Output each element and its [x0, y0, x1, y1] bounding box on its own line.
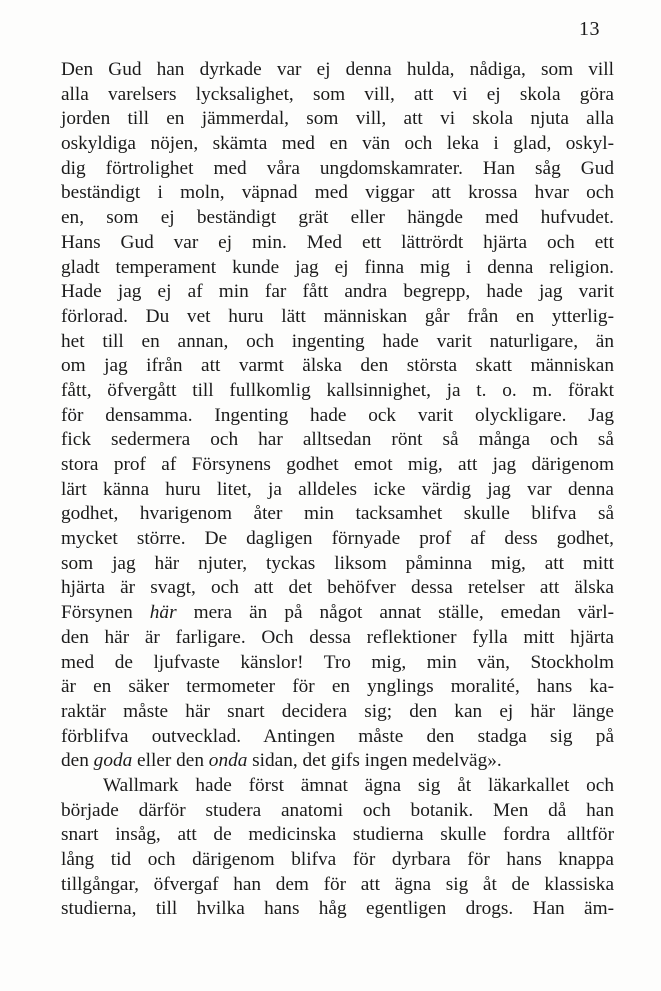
text-line: mycket större. De dagligen förnyade prof af dess godhet,: [61, 528, 614, 550]
text-line: alla varelsers lycksalighet, som vill, att vi ej skola göra: [61, 83, 614, 105]
text-line: studierna, till hvilka hans håg egentligen drogs. Han äm-: [61, 898, 614, 920]
text-line: het till en annan, och ingenting hade varit naturligare, än: [61, 330, 614, 352]
text-line: hjärta är svagt, och att det behöfver dessa retelser att älska: [61, 577, 614, 599]
text-line: om jag ifrån att varmt älska den största skatt människan: [61, 355, 614, 377]
text-line: godhet, hvarigenom åter min tacksamhet skulle blifva så: [61, 503, 614, 525]
text-line: [61, 601, 614, 626]
text-line: den här är farligare. Och dessa reflektioner fylla mitt hjärta: [61, 626, 614, 648]
text-line: förlorad. Du vet huru lätt människan går från en ytterlig-: [61, 305, 614, 327]
text-line: stora prof af Försynens godhet emot mig, att jag därigenom: [61, 454, 614, 475]
text-line: oskyldiga nöjen, skämta med en vän och leka i glad, oskyl-: [61, 133, 614, 155]
text-line: beständigt i moln, väpnad med viggar att krossa hvar och: [61, 182, 614, 204]
text-line: fick sedermera och har alltsedan rönt så många och så: [61, 429, 614, 451]
text-segment: den: [61, 750, 94, 772]
text-segment: Försynen: [61, 602, 150, 624]
text-line: Den Gud han dyrkade var ej denna hulda, nådiga, som vill: [61, 59, 614, 80]
text-line: fått, öfvergått till fullkomlig kallsinnighet, ja t. o. m. förakt: [61, 379, 614, 401]
text-line: som jag här njuter, tyckas liksom påminna mig, att mitt: [61, 552, 614, 574]
italic-emphasis: onda: [208, 750, 248, 772]
text-line: tillgångar, öfvergaf han dem för att ägna sig åt de klassiska: [61, 873, 614, 895]
text-line: dig förtrolighet med våra ungdomskamrater. Han såg Gud: [61, 157, 614, 179]
text-line: snart insåg, att de medicinska studierna skulle fordra alltför: [61, 824, 614, 846]
text-line: med de ljufvaste känslor! Tro mig, min vän, Stockholm: [61, 651, 614, 673]
text-line: för densamma. Ingenting hade ock varit olyckligare. Jag: [61, 404, 614, 426]
text-line: förblifva outvecklad. Antingen måste den stadga sig på: [61, 725, 614, 747]
italic-emphasis: här: [149, 602, 177, 624]
text-segment: eller den: [132, 750, 209, 772]
text-line: Hade jag ej af min far fått andra begrepp, hade jag varit: [61, 281, 614, 303]
page-number: 13: [579, 18, 600, 40]
paragraph-end-line: [61, 749, 614, 774]
body-text: [61, 58, 614, 922]
text-line: lång tid och därigenom blifva för dyrbara för hans knappa: [61, 849, 614, 870]
text-segment: mera än på något annat ställe, emedan värl-: [176, 602, 614, 624]
text-line: lärt känna huru litet, ja alldeles icke värdig jag var denna: [61, 478, 614, 500]
paragraph-start-line: Wallmark hade först ämnat ägna sig åt läkarkallet och: [103, 774, 614, 796]
text-line: Hans Gud var ej min. Med ett lättrördt hjärta och ett: [61, 231, 614, 253]
text-segment: sidan, det gifs ingen medelväg».: [247, 750, 502, 772]
italic-emphasis: goda: [93, 750, 133, 772]
text-line: en, som ej beständigt grät eller hängde med hufvudet.: [61, 207, 614, 229]
text-line: är en säker termometer för en ynglings moralité, hans ka-: [61, 676, 614, 698]
text-line: gladt temperament kunde jag ej finna mig i denna religion.: [61, 256, 614, 278]
text-line: jorden till en jämmerdal, som vill, att vi skola njuta alla: [61, 108, 614, 130]
text-line: raktär måste här snart decidera sig; den kan ej här länge: [61, 700, 614, 722]
text-line: började därför studera anatomi och botanik. Men då han: [61, 799, 614, 821]
